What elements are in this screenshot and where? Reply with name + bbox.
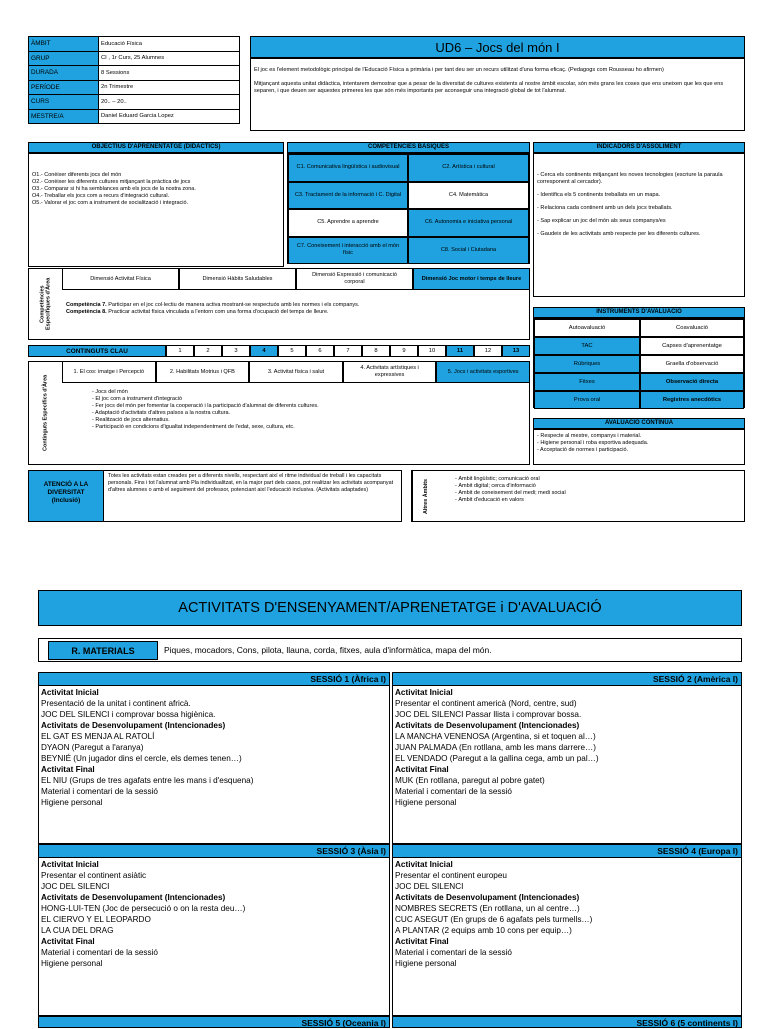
session-section-title: Activitat Final [395, 937, 449, 946]
session-header: SESSIÓ 4 (Europa I) [393, 845, 741, 858]
info-label: ÀMBIT [29, 37, 99, 52]
competencia-cell: C4. Matemàtica [408, 182, 529, 210]
continguts-clau-number: 11 [446, 345, 474, 357]
session-6-header: SESSIÓ 6 (5 continents I) [392, 1016, 742, 1028]
session-body [393, 858, 741, 970]
competencies-header: COMPETÈNCIES BÀSIQUES [287, 142, 530, 153]
materials-text: Piques, mocadors, Cons, pilota, llauna, corda, fitxes, aula d'informàtica, mapa del món. [164, 645, 492, 655]
contingut-item: - Adaptació d'activitats d'altres països a la nostra cultura. [92, 410, 231, 416]
session-line: A PLANTAR (2 equips amb 10 cons per equip…) [395, 926, 572, 935]
info-label: PERÍODE [29, 80, 99, 95]
instrument-cell: Prova oral [534, 391, 640, 409]
altres-item: - Àmbit d'educació en valors [455, 497, 524, 503]
continua-item: - Respecte al mestre, companys i material. [537, 433, 642, 439]
continguts-clau-header: CONTINGUTS CLAU [28, 345, 166, 357]
continguts-clau-number: 9 [390, 345, 418, 357]
competencia-cell: C1. Comunicativa lingüística i audiovisual [288, 154, 408, 182]
session-line: Higiene personal [395, 959, 457, 968]
continguts-clau-number: 4 [250, 345, 278, 357]
instruments-header: INSTRUMENTS D'AVALUACIÓ [533, 307, 745, 318]
info-row [29, 51, 240, 66]
contingut-item: - Fer jocs del món per fomentar la cooperació i la participació d'alumnat de diferents cultures. [92, 403, 319, 409]
session-line: EL VENDADO (Paregut a la gallina cega, amb un pal…) [395, 754, 599, 763]
c7-label: Competència 7. [66, 302, 107, 308]
session-line: NOMBRES SECRETS (En rotllana, un al centre…) [395, 904, 580, 913]
objectiu-item: O5.- Valorar el joc com a instrument de socialització i integració. [32, 200, 189, 206]
instrument-cell: TAC [534, 337, 640, 355]
info-row [29, 95, 240, 110]
info-value: Educació Física [99, 37, 240, 52]
instrument-cell: Observació directa [640, 373, 744, 391]
session-body [39, 858, 389, 970]
c7-text: Participar en el joc col·lectiu de manera activa mostrant-se respectuós amb les normes i els companys. [108, 302, 360, 308]
session-line: DYAON (Paregut a l'aranya) [41, 743, 144, 752]
session-header: SESSIÓ 1 (Àfrica I) [39, 673, 389, 686]
altres-label: Altres Àmbits [412, 471, 439, 521]
unit-para-1: El joc es l'element metodològic principal de l'Educació Física a primària i per tant deu ser un recurs utilitzat d'una forma eficaç. (Pedagogs com Rousseau ho afirmen) [254, 67, 664, 73]
session-line: Presentar el continent asiàtic [41, 871, 147, 880]
especifiques-dims [62, 268, 530, 290]
instrument-cell: Capses d'aprenentatge [640, 337, 744, 355]
session-line: Material i comentari de la sessió [41, 948, 158, 957]
continguts-clau-number: 3 [222, 345, 250, 357]
session-section-title: Activitat Final [395, 765, 449, 774]
indicador-item: - Relaciona cada continent amb un dels jocs treballats. [537, 205, 673, 212]
activities-title: ACTIVITATS D'ENSENYAMENT/APRENETATGE i D'AVALUACIÓ [38, 590, 742, 626]
info-label: GRUP [29, 51, 99, 66]
competencia-cell: C2. Artística i cultural [408, 154, 529, 182]
c8-label: Competència 8. [66, 309, 107, 315]
competencia-cell: C3. Tractament de la informació i C. Digital [288, 182, 408, 210]
continguts-clau-number: 5 [278, 345, 306, 357]
diversitat-text: Totes les activitats estan creades per a diferents nivells, respectant així el ritme individual de treball i les capacitats personals. Fins i tot l'alumnat amb Pla individualitzat, en la major part dels casos, pot realitzar les activitats acompanyat d'altres alumnes o amb el seguiment del professor, potenciant així l'educació inclusiva. (Activitats adaptades) [108, 473, 394, 493]
session-5-header: SESSIÓ 5 (Oceania I) [38, 1016, 390, 1028]
bloc-cell: 5. Jocs i activitats esportives [436, 361, 530, 383]
session-line: Presentar el continent europeu [395, 871, 507, 880]
session-box [392, 672, 742, 844]
session-line: JUAN PALMADA (En rotllana, amb les mans darrere…) [395, 743, 596, 752]
instrument-cell: Graella d'observació [640, 355, 744, 373]
dimensio-cell: Dimensió Expressió i comunicació corporal [296, 268, 413, 290]
indicador-item: - Identifica els 5 continents treballats en un mapa. [537, 192, 661, 199]
session-line: Higiene personal [395, 798, 457, 807]
bloc-cell: 1. El cos: imatge i Percepció [62, 361, 156, 383]
dimensio-cell: Dimensió Hàbits Saludables [179, 268, 296, 290]
materials-label: R. MATERIALS [48, 641, 158, 660]
session-line: Presentació de la unitat i continent africà. [41, 699, 191, 708]
info-value: Daniel Eduard Garcia Lopez [99, 109, 240, 124]
contingut-item: - Realització de jocs alternatius. [92, 417, 170, 423]
session-section-title: Activitat Inicial [41, 688, 99, 697]
info-label: DURADA [29, 66, 99, 81]
indicadors-list [533, 153, 745, 297]
contingut-item: - Jocs del món [92, 389, 128, 395]
indicador-item: - Sap explicar un joc del món als seus companys/es [537, 218, 666, 225]
continguts-clau-number: 7 [334, 345, 362, 357]
continguts-blocks [62, 361, 530, 383]
session-line: HONG-LUI-TEN (Joc de persecució o on la resta deu…) [41, 904, 246, 913]
session-header: SESSIÓ 2 (Amèrica I) [393, 673, 741, 686]
session-box [38, 672, 390, 844]
unit-title: UD6 – Jocs del món I [250, 36, 745, 58]
contingut-item: - Participació en condicions d'igualtat independentment de l'edat, sexe, cultura, etc. [92, 424, 295, 430]
session-section-title: Activitats de Desenvolupament (Intencionades) [395, 721, 580, 730]
diversitat-label: ATENCIÓ A LA DIVERSITAT (Inclusió) [29, 471, 104, 521]
session-line: EL GAT ES MENJA AL RATOLÍ [41, 732, 155, 741]
session-section-title: Activitat Inicial [395, 860, 453, 869]
instrument-cell: Coavaluació [640, 319, 744, 337]
continguts-clau-number: 12 [474, 345, 502, 357]
competencia-cell: C5. Aprendre a aprendre [288, 209, 408, 237]
bloc-cell: 4. Activitats artístiques i expressives [343, 361, 437, 383]
continguts-clau-number: 2 [194, 345, 222, 357]
info-value: 20.. – 20.. [99, 95, 240, 110]
continguts-clau-number: 10 [418, 345, 446, 357]
instrument-cell: Registres anecdòtics [640, 391, 744, 409]
altres-item: - Àmbit de coneixement del medi; medi social [455, 490, 566, 496]
instrument-cell: Rúbriques [534, 355, 640, 373]
continua-header: AVALUACIÓ CONTINUA [533, 418, 745, 429]
bloc-cell: 2. Habilitats Motrius i QFB [156, 361, 250, 383]
session-box [38, 844, 390, 1016]
continguts-clau-number: 8 [362, 345, 390, 357]
info-value: CI , 1r Curs, 25 Alumnes [99, 51, 240, 66]
continguts-clau-number: 6 [306, 345, 334, 357]
instrument-cell: Autoavaluació [534, 319, 640, 337]
competencies-grid [287, 153, 530, 264]
continguts-side-label: Continguts Específics d'Àrea [42, 374, 49, 452]
session-line: BEYNIÉ (Un jugador dins el cercle, els demes tenen…) [41, 754, 242, 763]
objectius-list [28, 153, 284, 267]
session-section-title: Activitats de Desenvolupament (Intencionades) [41, 721, 226, 730]
info-label: MESTRE/A [29, 109, 99, 124]
indicador-item: - Gaudeix de les activitats amb respecte per les diferents cultures. [537, 231, 701, 238]
continua-item: - Acceptació de normes i participació. [537, 447, 629, 453]
session-line: Material i comentari de la sessió [395, 948, 512, 957]
info-row [29, 109, 240, 124]
session-line: Higiene personal [41, 798, 103, 807]
session-section-title: Activitat Final [41, 937, 95, 946]
session-header: SESSIÓ 3 (Àsia I) [39, 845, 389, 858]
dimensio-cell: Dimensió Joc motor i temps de lleure [413, 268, 530, 290]
info-row [29, 80, 240, 95]
indicadors-header: INDICADORS D'ASSOLIMENT [533, 142, 745, 153]
session-line: JOC DEL SILENCI [395, 882, 464, 891]
session-line: Presentar el continent americà (Nord, centre, sud) [395, 699, 577, 708]
info-value: 2n Trimestre [99, 80, 240, 95]
objectiu-item: O3.- Comparar si hi ha semblances amb els jocs de la nostra zona. [32, 186, 196, 192]
session-section-title: Activitat Inicial [41, 860, 99, 869]
info-row [29, 37, 240, 52]
session-section-title: Activitats de Desenvolupament (Intencionades) [41, 893, 226, 902]
continguts-clau-row [28, 345, 530, 357]
session-box [392, 844, 742, 1016]
continguts-clau-number: 1 [166, 345, 194, 357]
session-line: LA CUA DEL DRAG [41, 926, 114, 935]
instruments-grid [533, 318, 745, 408]
especifiques-text [66, 302, 526, 316]
session-line: EL NIU (Grups de tres agafats entre les mans i d'esquena) [41, 776, 254, 785]
session-line: CUC ASEGUT (En grups de 6 agafats pels turmells…) [395, 915, 593, 924]
instrument-cell: Fitxes [534, 373, 640, 391]
contingut-item: - El joc com a instrument d'integració [92, 396, 183, 402]
competencia-cell: C6. Autonomia e iniciativa personal [408, 209, 529, 237]
continua-list [533, 429, 745, 465]
session-body [39, 686, 389, 809]
session-line: JOC DEL SILENCI i comprovar bossa higiènica. [41, 710, 216, 719]
unit-para-2: Mitjançant aquesta unitat didàctica, intentarem demostrar que a pesar de la diversitat de cultures existents al nostre àmbit escolar, són més grans les coses que ens uneixen que les que ens separen, i que deuen ser aquestes primeres les que són més importants per aconseguir una integració global de tot l'alumnat. [254, 80, 724, 95]
continguts-clau-number: 13 [502, 345, 530, 357]
altres-item: - Àmbit lingüístic; comunicació oral [455, 476, 540, 482]
session-section-title: Activitat Inicial [395, 688, 453, 697]
info-value: 8 Sessions [99, 66, 240, 81]
continguts-list [92, 389, 522, 431]
altres-list [455, 476, 740, 504]
session-line: Higiene personal [41, 959, 103, 968]
session-line: Material i comentari de la sessió [41, 787, 158, 796]
info-row [29, 66, 240, 81]
competencia-cell: C8. Social i Ciutadana [408, 237, 529, 265]
objectiu-item: O1.- Conèixer diferents jocs del món [32, 172, 122, 178]
objectiu-item: O4.- Treballar els jocs com a recurs d'integració cultural. [32, 193, 170, 199]
session-line: JOC DEL SILENCI [41, 882, 110, 891]
altres-item: - Àmbit digital; cerca d'informació [455, 483, 536, 489]
session-section-title: Activitats de Desenvolupament (Intencionades) [395, 893, 580, 902]
session-line: MUK (En rotllana, paregut al pobre gatet) [395, 776, 545, 785]
indicador-item: - Cerca els continents mitjançant les noves tecnologies (escriure la paraula corresponent al cercador). [537, 172, 723, 186]
info-label: CURS [29, 95, 99, 110]
session-line: Material i comentari de la sessió [395, 787, 512, 796]
c8-text: Practicar activitat física vinculada a l'entorn com una forma d'ocupació del temps de lleure. [108, 309, 329, 315]
unit-description [250, 58, 745, 131]
session-line: LA MANCHA VENENOSA (Argentina, si et toquen al…) [395, 732, 596, 741]
session-line: JOC DEL SILENCI Passar llista i comprovar bossa. [395, 710, 582, 719]
especifiques-side-label: Competències Específiques d'Àrea [39, 277, 52, 331]
objectiu-item: O2.- Conèixer les diferents cultures mitjançant la pràctica de jocs [32, 179, 191, 185]
dimensio-cell: Dimensió Activitat Física [62, 268, 179, 290]
session-section-title: Activitat Final [41, 765, 95, 774]
bloc-cell: 3. Activitat física i salut [249, 361, 343, 383]
session-body [393, 686, 741, 809]
continua-item: - Higiene personal i roba esportiva adequada. [537, 440, 649, 446]
info-table [28, 36, 240, 124]
session-line: EL CIERVO Y EL LEOPARDO [41, 915, 151, 924]
objectius-header: OBJECTIUS D'APRENENTATGE (DIDÀCTICS) [28, 142, 284, 153]
competencia-cell: C7. Coneixement i interacció amb el món físic [288, 237, 408, 265]
